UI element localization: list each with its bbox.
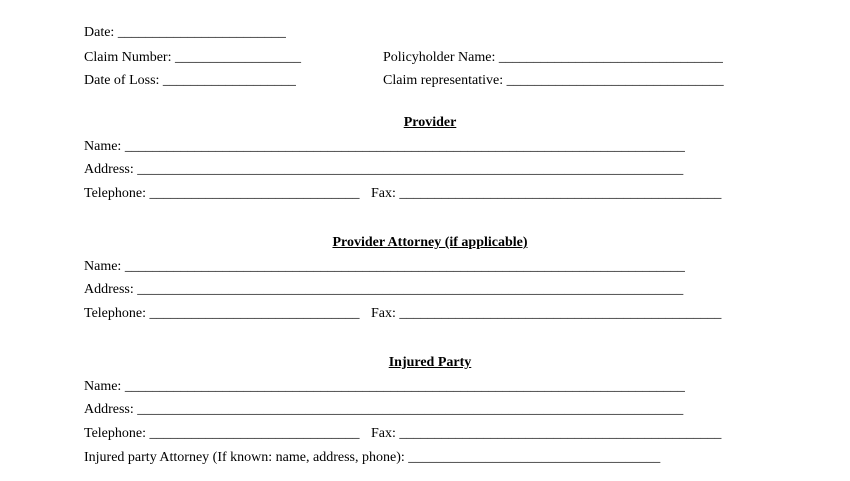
injured-party-attorney-field[interactable]: Injured party Attorney (If known: name, address, phone): ____________________________________: [84, 450, 661, 465]
provider-address-field[interactable]: Address: ______________________________________________________________________________: [84, 162, 684, 177]
injured-party-heading: Injured Party: [388, 355, 472, 370]
date-of-loss-field[interactable]: Date of Loss: ___________________: [84, 73, 296, 88]
policyholder-name-field[interactable]: Policyholder Name: ________________________________: [383, 50, 723, 65]
provider-attorney-fax-field[interactable]: Fax: ______________________________________________: [371, 306, 722, 321]
provider-attorney-telephone-field[interactable]: Telephone: ______________________________: [84, 306, 360, 321]
claim-number-field[interactable]: Claim Number: __________________: [84, 50, 301, 65]
provider-heading: Provider: [403, 115, 457, 130]
injured-party-address-field[interactable]: Address: ______________________________________________________________________________: [84, 402, 684, 417]
claim-representative-field[interactable]: Claim representative: _______________________________: [383, 73, 724, 88]
provider-attorney-address-field[interactable]: Address: ______________________________________________________________________________: [84, 282, 684, 297]
injured-party-name-field[interactable]: Name: ________________________________________________________________________________: [84, 379, 685, 394]
injured-party-telephone-field[interactable]: Telephone: ______________________________: [84, 426, 360, 441]
provider-attorney-name-field[interactable]: Name: ________________________________________________________________________________: [84, 259, 685, 274]
provider-name-field[interactable]: Name: ________________________________________________________________________________: [84, 139, 685, 154]
provider-attorney-heading: Provider Attorney (if applicable): [332, 235, 528, 250]
provider-telephone-field[interactable]: Telephone: ______________________________: [84, 186, 360, 201]
date-field[interactable]: Date: ________________________: [84, 25, 286, 40]
injured-party-fax-field[interactable]: Fax: ______________________________________________: [371, 426, 722, 441]
provider-fax-field[interactable]: Fax: ______________________________________________: [371, 186, 722, 201]
